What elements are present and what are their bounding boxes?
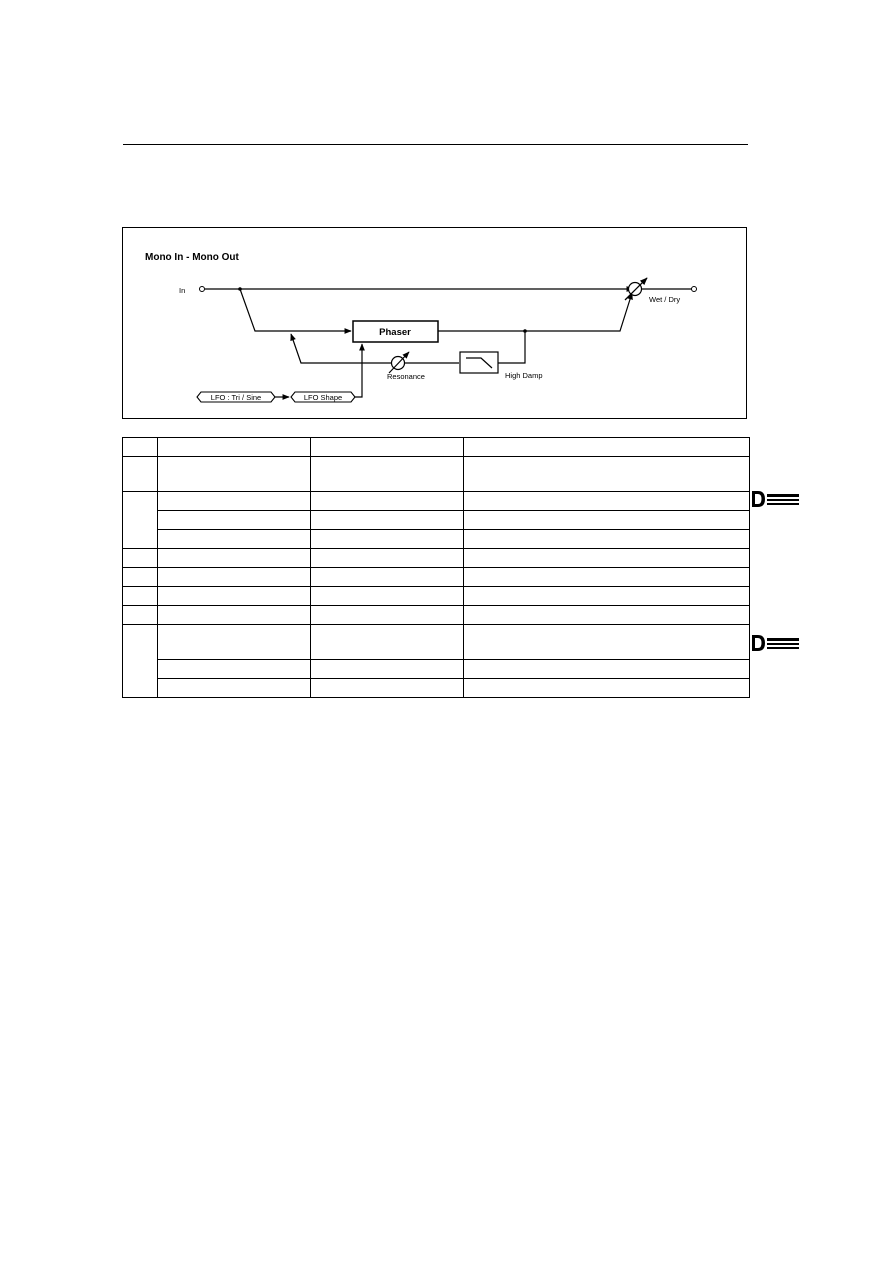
table-cell (311, 679, 464, 698)
table-cell (464, 625, 750, 660)
table-cell (311, 568, 464, 587)
table-cell (311, 549, 464, 568)
table-cell (464, 660, 750, 679)
table-row (123, 606, 750, 625)
output-terminal (692, 287, 697, 292)
lfo-label: LFO : Tri / Sine (210, 393, 262, 402)
table-cell (311, 457, 464, 492)
table-cell (464, 606, 750, 625)
table-cell (311, 530, 464, 549)
table-row (123, 492, 750, 511)
phaser-label: Phaser (379, 327, 411, 338)
table-cell (464, 438, 750, 457)
table-row (123, 530, 750, 549)
table-cell (158, 549, 311, 568)
dmod-icon-graphic (751, 490, 801, 508)
table-cell (311, 438, 464, 457)
table-cell (123, 625, 158, 698)
high-damp-label: High Damp (505, 371, 543, 380)
table-cell (311, 511, 464, 530)
table-row (123, 457, 750, 492)
wet-input-line (240, 289, 351, 331)
table-row (123, 587, 750, 606)
signal-flow-diagram (122, 227, 747, 419)
parameter-table (122, 437, 750, 698)
table-cell (123, 606, 158, 625)
table-cell (464, 587, 750, 606)
table-cell (311, 492, 464, 511)
table-cell (158, 568, 311, 587)
table-cell (158, 530, 311, 549)
table-cell (311, 587, 464, 606)
lfo-modulation-line (355, 344, 362, 397)
table-row (123, 549, 750, 568)
table-row (123, 625, 750, 660)
wet-dry-knob-icon (629, 283, 642, 296)
table-cell (464, 530, 750, 549)
table-row (123, 568, 750, 587)
table-cell (464, 549, 750, 568)
table-cell (158, 625, 311, 660)
table-cell (311, 660, 464, 679)
table-cell (123, 492, 158, 549)
table-row (123, 679, 750, 698)
diagram-title: Mono In - Mono Out (145, 252, 239, 263)
table-cell (158, 457, 311, 492)
table-row (123, 660, 750, 679)
header-rule (123, 144, 748, 145)
table-cell (158, 679, 311, 698)
table-cell (123, 438, 158, 457)
table-cell (464, 568, 750, 587)
table-cell (158, 606, 311, 625)
dmod-icon (751, 634, 801, 652)
table-cell (311, 625, 464, 660)
dmod-icon (751, 490, 801, 508)
lfo-shape-label: LFO Shape (303, 393, 343, 402)
table-cell (158, 587, 311, 606)
table-row (123, 511, 750, 530)
high-damp-filter (460, 352, 498, 373)
table-cell (158, 660, 311, 679)
table-cell (158, 492, 311, 511)
table-cell (464, 457, 750, 492)
table-cell (123, 568, 158, 587)
table-cell (311, 606, 464, 625)
wet-output-line (438, 293, 632, 331)
in-label: In (179, 286, 186, 295)
input-terminal (200, 287, 205, 292)
table-cell (464, 511, 750, 530)
table-cell (123, 549, 158, 568)
table-cell (158, 511, 311, 530)
table-cell (158, 438, 311, 457)
table-cell (123, 457, 158, 492)
table-row (123, 438, 750, 457)
dmod-icon-graphic (751, 634, 801, 652)
table-cell (464, 679, 750, 698)
table-cell (123, 587, 158, 606)
wet-dry-label: Wet / Dry (649, 295, 681, 304)
feedback-line-right (498, 331, 525, 363)
diagram-svg (123, 228, 748, 420)
resonance-label: Resonance (387, 372, 425, 381)
table-cell (464, 492, 750, 511)
